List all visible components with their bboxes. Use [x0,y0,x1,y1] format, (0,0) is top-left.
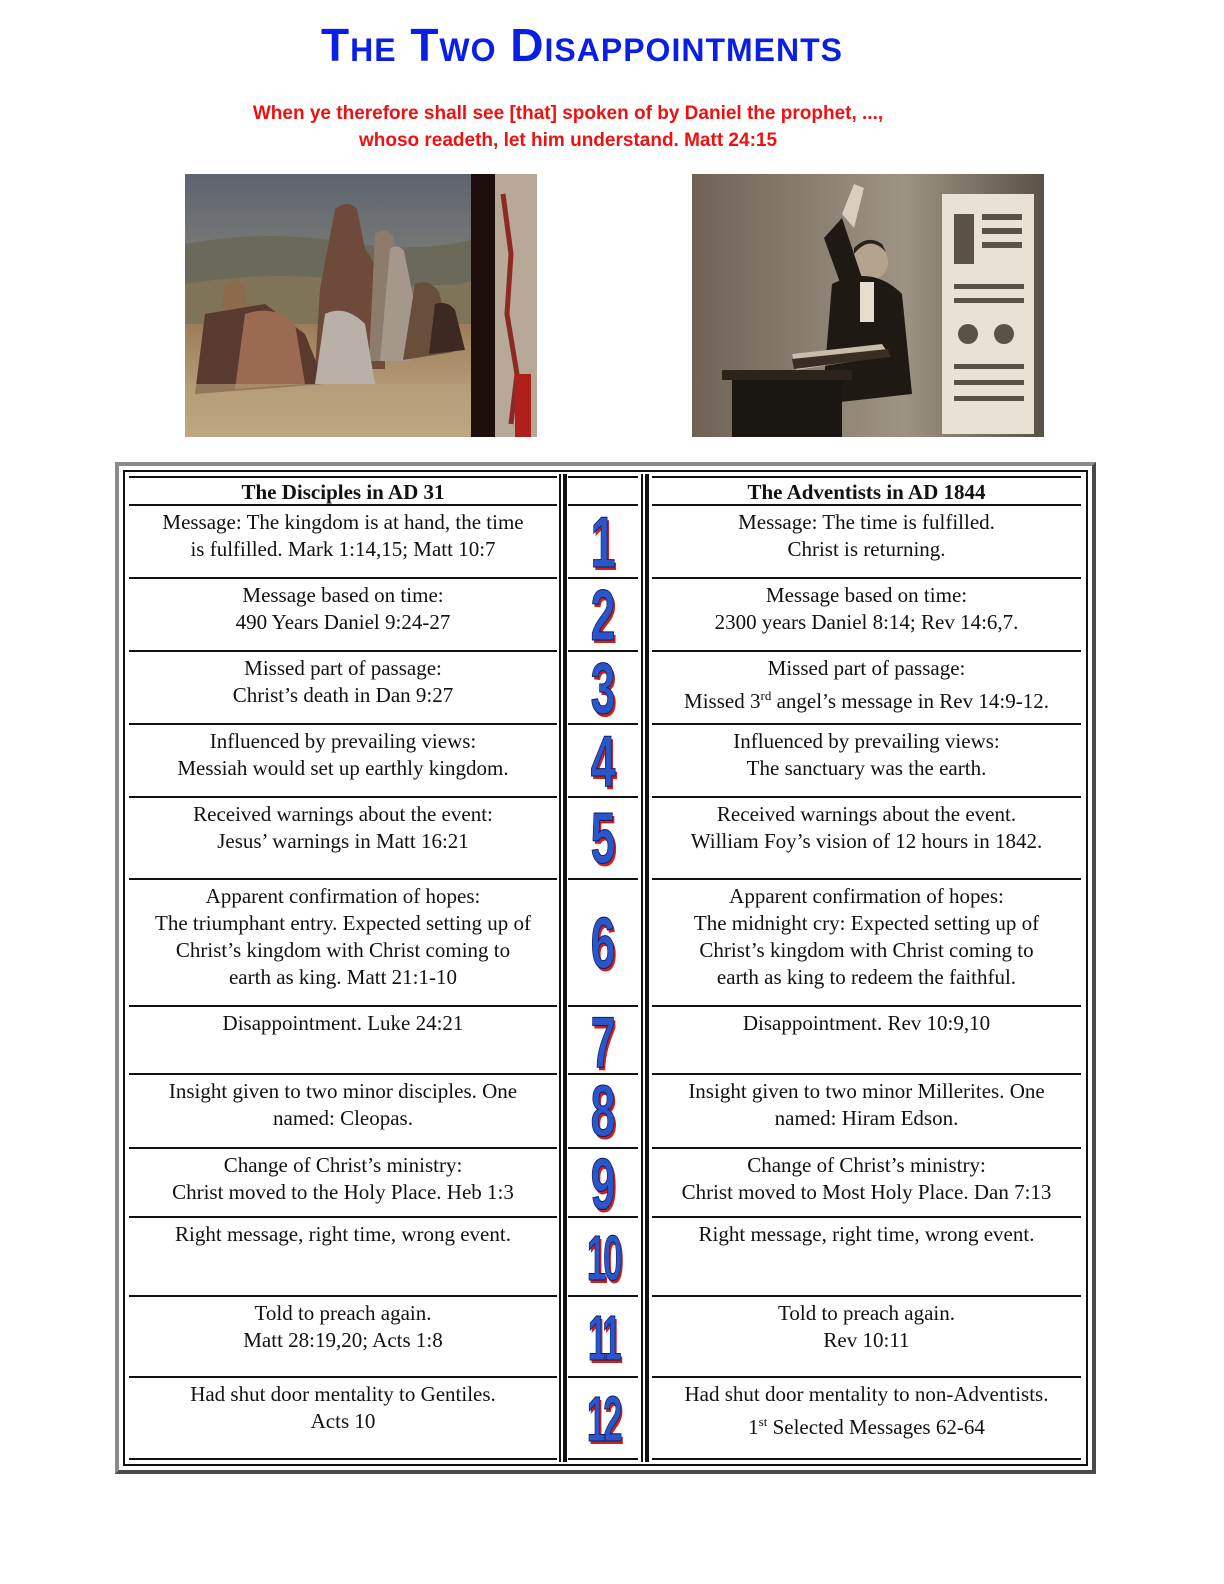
comparison-table [115,462,1096,1474]
cell-text-line: Jesus’ warnings in Matt 16:21 [217,829,469,853]
column-divider [559,474,561,1462]
cell-text-line: earth as king. Matt 21:1-10 [228,965,458,989]
left-column-header: The Disciples in AD 31 [129,476,557,504]
row-number: 7 [590,1003,616,1083]
cell-text-line: Change of Christ’s ministry: [223,1153,463,1177]
cell-text-line: Christ’s death in Dan 9:27 [232,683,454,707]
table-bottom-border [652,1458,1081,1460]
adventists-cell [652,1376,1081,1458]
adventists-cell [652,878,1081,1005]
column-divider [645,474,647,1462]
disciples-painting-art [185,174,537,437]
number-cell [568,1145,638,1225]
number-cell [568,575,638,656]
scripture-quote-line-2: whoso readeth, let him understand. Matt 24:15 [358,130,778,151]
disciples-cell [129,878,557,1005]
middle-column-header [568,476,638,504]
cell-text-line: Acts 10 [310,1409,376,1433]
cell-text-line: Had shut door mentality to non-Adventists. [684,1382,1049,1406]
adventists-cell [652,1005,1081,1073]
cell-text-line: Message based on time: [765,583,968,607]
table-bottom-border [129,1458,557,1460]
disciples-cell [129,1295,557,1376]
scripture-quote-line-1: When ye therefore shall see [that] spoken of by Daniel the prophet, ..., [252,103,884,124]
cell-text-line: named: Cleopas. [273,1106,413,1130]
row-number: 12 [586,1383,620,1455]
number-cell [568,502,638,583]
disciples-cell [129,1376,557,1458]
cell-text-line: Disappointment. Luke 24:21 [222,1011,464,1035]
cell-text-line: Missed 3rd angel’s message in Rev 14:9-12. [684,688,1049,713]
row-number: 10 [586,1221,620,1294]
cell-text-line: 490 Years Daniel 9:24-27 [235,610,451,634]
adventists-cell [652,1295,1081,1376]
cell-text-line: Change of Christ’s ministry: [747,1153,986,1177]
cell-text-line: Matt 28:19,20; Acts 1:8 [243,1328,443,1352]
cell-text-line: Had shut door mentality to Gentiles. [190,1382,496,1406]
number-cell [568,796,638,878]
cell-text-line: Christ’s kingdom with Christ coming to [175,938,511,962]
disciples-cell [129,1073,557,1147]
disciples-painting [185,174,537,437]
disciples-cell [129,796,557,878]
number-cell [568,878,638,1005]
cell-text-line: Influenced by prevailing views: [733,729,1000,753]
cell-text-line: Told to preach again. [254,1301,432,1325]
cell-text-line: Insight given to two minor Millerites. One [688,1079,1045,1103]
disciples-cell [129,1216,557,1295]
cell-text-line: Insight given to two minor disciples. One [168,1079,518,1103]
number-cell [568,648,638,729]
cell-text-line: 2300 years Daniel 8:14; Rev 14:6,7. [714,610,1019,634]
number-cell [568,721,638,802]
cell-text-line: Message: The time is fulfilled. [738,510,995,534]
adventists-cell [652,1216,1081,1295]
cell-text-line: Received warnings about the event. [716,802,1017,826]
adventists-cell [652,650,1081,723]
cell-text-line: Right message, right time, wrong event. [175,1222,511,1246]
adventists-cell [652,1147,1081,1216]
row-number: 9 [590,1145,616,1225]
cell-text-line: Right message, right time, wrong event. [698,1222,1035,1246]
cell-text-line: Message: The kingdom is at hand, the time [162,510,524,534]
number-cell [568,1003,638,1083]
cell-text-line: William Foy’s vision of 12 hours in 1842. [690,829,1043,853]
adventists-cell [652,504,1081,577]
cell-text-line: Message based on time: [242,583,444,607]
cell-text-line: Christ moved to Most Holy Place. Dan 7:13 [681,1180,1052,1204]
row-number: 11 [587,1301,619,1374]
disciples-cell [129,1005,557,1073]
cell-text-line: The triumphant entry. Expected setting up of [155,911,531,935]
cell-text-line: Missed part of passage: [767,656,966,680]
number-cell [568,1376,638,1458]
cell-text-line: Christ moved to the Holy Place. Heb 1:3 [172,1180,514,1204]
row-number: 3 [590,648,616,729]
cell-text-line: Told to preach again. [778,1301,955,1325]
column-divider [641,474,643,1462]
scripture-quote [0,100,1136,154]
cell-text-line: Christ is returning. [787,537,946,561]
row-number: 6 [590,903,616,984]
adventists-cell [652,577,1081,650]
cell-text-line: is fulfilled. Mark 1:14,15; Matt 10:7 [190,537,496,561]
number-cell [568,1072,638,1152]
disciples-cell [129,650,557,723]
preacher-with-chart [692,174,1044,437]
row-number: 1 [590,502,616,583]
row-number: 8 [590,1072,616,1152]
row-number: 4 [590,721,616,802]
adventists-cell [652,1073,1081,1147]
cell-text-line: The sanctuary was the earth. [746,756,987,780]
cell-text-line: Received warnings about the event: [193,802,493,826]
row-number: 5 [590,799,616,879]
disciples-cell [129,577,557,650]
column-divider [565,474,567,1462]
column-divider [647,474,649,1462]
cell-text-line: Disappointment. Rev 10:9,10 [742,1011,991,1035]
preacher-with-chart-art [692,174,1044,437]
cell-text-line: Christ’s kingdom with Christ coming to [699,938,1034,962]
cell-text-line: Rev 10:11 [823,1328,910,1352]
cell-text-line: Influenced by prevailing views: [209,729,477,753]
table-bottom-border [568,1458,638,1460]
page-title: The Two Disappointments [321,19,843,71]
right-column-header: The Adventists in AD 1844 [652,476,1081,504]
number-cell [568,1295,638,1376]
cell-text-line: Missed part of passage: [244,656,442,680]
cell-text-line: Apparent confirmation of hopes: [729,884,1004,908]
number-cell [568,1216,638,1295]
disciples-cell [129,723,557,796]
cell-text-line: earth as king to redeem the faithful. [716,965,1017,989]
row-number: 2 [590,575,616,656]
cell-text-line: Apparent confirmation of hopes: [205,884,481,908]
cell-text-line: 1st Selected Messages 62-64 [748,1414,985,1439]
adventists-cell [652,796,1081,878]
cell-text-line: Messiah would set up earthly kingdom. [177,756,509,780]
adventists-cell [652,723,1081,796]
disciples-cell [129,1147,557,1216]
column-divider [563,474,565,1462]
cell-text-line: The midnight cry: Expected setting up of [693,911,1040,935]
cell-text-line: named: Hiram Edson. [774,1106,959,1130]
disciples-cell [129,504,557,577]
